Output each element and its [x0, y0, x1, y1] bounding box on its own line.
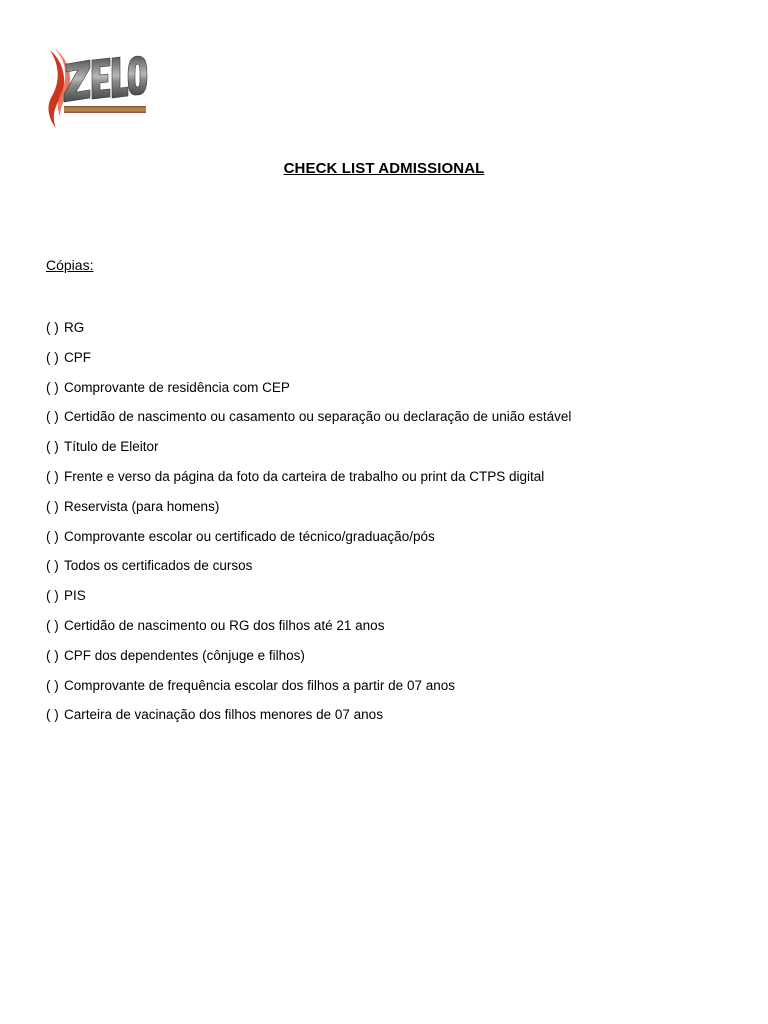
checklist-item-label: Certidão de nascimento ou casamento ou separação ou declaração de união estável [64, 409, 572, 425]
checkbox-mark[interactable]: ( ) [46, 558, 59, 574]
checklist-item [46, 379, 736, 409]
checklist-item-label: Comprovante escolar ou certificado de técnico/graduação/pós [64, 528, 435, 544]
checkbox-mark[interactable]: ( ) [46, 588, 59, 604]
checkbox-mark[interactable]: ( ) [46, 468, 59, 484]
checkbox-mark[interactable]: ( ) [46, 677, 59, 693]
checkbox-mark[interactable]: ( ) [46, 498, 59, 514]
checklist-item [46, 498, 736, 528]
checklist-item [46, 617, 736, 647]
checkbox-mark[interactable]: ( ) [46, 617, 59, 633]
zelo-logo-image [44, 46, 148, 132]
checklist-item-label: Certidão de nascimento ou RG dos filhos até 21 anos [64, 617, 385, 633]
document-title: CHECK LIST ADMISSIONAL [283, 160, 485, 177]
checklist-item-label: Todos os certificados de cursos [64, 558, 253, 574]
checkbox-mark[interactable]: ( ) [46, 320, 59, 335]
checklist-item-label: Comprovante de frequência escolar dos filhos a partir de 07 anos [64, 677, 455, 693]
checkbox-mark[interactable]: ( ) [46, 707, 59, 723]
checklist-item-label: Carteira de vacinação dos filhos menores de 07 anos [64, 707, 383, 723]
checklist-item-label: Frente e verso da página da foto da carteira de trabalho ou print da CTPS digital [64, 468, 545, 484]
checkbox-mark[interactable]: ( ) [46, 528, 59, 544]
checklist-item-label: Reservista (para homens) [64, 498, 220, 514]
checklist-item-label: CPF [64, 349, 91, 365]
checkbox-mark[interactable]: ( ) [46, 349, 59, 365]
checklist-item [46, 408, 736, 438]
checklist-item-label: RG [64, 320, 85, 335]
checklist [46, 319, 736, 736]
checklist-item [46, 468, 736, 498]
checklist-item [46, 647, 736, 677]
checkbox-mark[interactable]: ( ) [46, 409, 59, 425]
checklist-item [46, 319, 736, 349]
checklist-item [46, 528, 736, 558]
checkbox-mark[interactable]: ( ) [46, 379, 59, 395]
checklist-item [46, 557, 736, 587]
checklist-item [46, 677, 736, 707]
checklist-item-label: CPF dos dependentes (cônjuge e filhos) [64, 647, 305, 663]
checklist-item-label: Título de Eleitor [64, 439, 159, 455]
checklist-item-label: PIS [64, 588, 86, 604]
checkbox-mark[interactable]: ( ) [46, 647, 59, 663]
zelo-logo [44, 46, 148, 132]
checklist-item [46, 438, 736, 468]
checklist-item-label: Comprovante de residência com CEP [64, 379, 290, 395]
checkbox-mark[interactable]: ( ) [46, 439, 59, 455]
checklist-item [46, 706, 736, 736]
section-heading-copias: Cópias: [46, 257, 94, 273]
checklist-item [46, 587, 736, 617]
checklist-item [46, 349, 736, 379]
